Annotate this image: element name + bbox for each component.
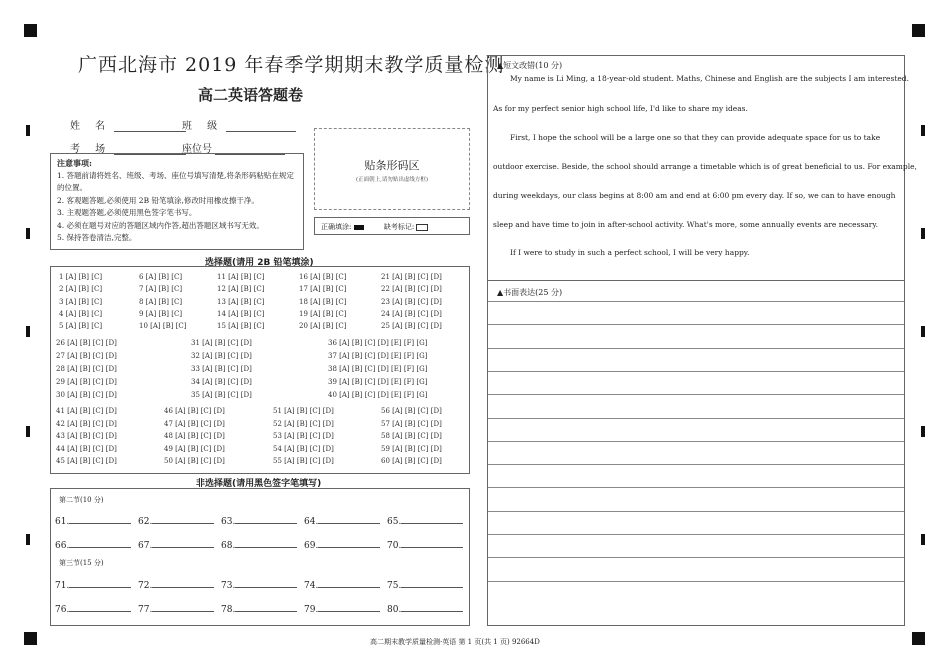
choice-answer-grid [50, 266, 470, 474]
class-row [182, 117, 296, 132]
blank-67[interactable] [138, 539, 214, 551]
question-10-options[interactable]: 10 [A] [B] [C] [139, 322, 187, 331]
blank-71[interactable] [55, 579, 131, 591]
question-39-options[interactable]: 39 [A] [B] [C] [D] [E] [F] [G] [328, 378, 428, 386]
blank-number: 73. [221, 581, 236, 591]
question-5-options[interactable]: 5 [A] [B] [C] [59, 322, 103, 331]
correction-line: sleep and have time to join in after-school activity. What's more, some annually events are necessary. [493, 220, 878, 229]
blank-number: 72. [138, 581, 153, 591]
exam-title: 广西北海市 2019 年春季学期期末教学质量检测 [78, 54, 505, 76]
timing-mark [921, 228, 925, 239]
filled-bubble-icon [354, 225, 364, 230]
timing-mark [921, 326, 925, 337]
fill-example [314, 217, 470, 235]
blank-80[interactable] [387, 603, 463, 615]
blank-line[interactable] [235, 603, 297, 612]
question-37-options[interactable]: 37 [A] [B] [C] [D] [E] [F] [G] [328, 352, 428, 360]
correct-fill-label: 正确填涂: [321, 223, 352, 231]
question-12-options[interactable]: 12 [A] [B] [C] [217, 285, 265, 294]
blank-line[interactable] [318, 603, 380, 612]
question-13-options[interactable]: 13 [A] [B] [C] [217, 297, 265, 306]
timing-mark [26, 228, 30, 239]
blank-number: 68. [221, 541, 236, 551]
notice-item: 1. 答题前请将姓名、班级、考场、座位号填写清楚,将条形码粘贴在规定的位置。 [57, 170, 294, 192]
blank-number: 70. [387, 541, 402, 551]
class-field[interactable] [226, 121, 296, 132]
question-24-options[interactable]: 24 [A] [B] [C] [D] [381, 309, 442, 318]
writing-line[interactable] [488, 348, 904, 349]
blank-number: 71. [55, 581, 70, 591]
blank-64[interactable] [304, 515, 380, 527]
question-11-options[interactable]: 11 [A] [B] [C] [217, 273, 265, 281]
timing-mark [921, 426, 925, 437]
question-50-options[interactable]: 50 [A] [B] [C] [D] [164, 457, 225, 466]
question-1-options[interactable]: 1 [A] [B] [C] [59, 273, 103, 281]
blank-number: 74. [304, 581, 319, 591]
blank-66[interactable] [55, 539, 131, 551]
blank-68[interactable] [221, 539, 297, 551]
question-28-options[interactable]: 28 [A] [B] [C] [D] [56, 365, 117, 373]
question-33-options[interactable]: 33 [A] [B] [C] [D] [191, 365, 252, 373]
writing-line[interactable] [488, 394, 904, 395]
blank-line[interactable] [318, 539, 380, 548]
timing-mark [26, 326, 30, 337]
question-44-options[interactable]: 44 [A] [B] [C] [D] [56, 444, 117, 453]
blank-69[interactable] [304, 539, 380, 551]
blank-line[interactable] [318, 515, 380, 524]
question-9-options[interactable]: 9 [A] [B] [C] [139, 309, 183, 318]
writing-line[interactable] [488, 557, 904, 558]
blank-line[interactable] [152, 603, 214, 612]
blank-number: 67. [138, 541, 153, 551]
writing-line[interactable] [488, 441, 904, 442]
correction-line: during weekdays, our class begins at 8:00 am and end at 6:00 pm every day. If so, we can to have enough [493, 191, 896, 200]
notice-item: 4. 必须在题号对应的答题区域内作答,超出答题区域书写无效。 [57, 220, 264, 230]
notice-item: 5. 保持答卷清洁,完整。 [57, 233, 137, 242]
question-26-options[interactable]: 26 [A] [B] [C] [D] [56, 339, 117, 347]
question-22-options[interactable]: 22 [A] [B] [C] [D] [381, 285, 442, 294]
blank-73[interactable] [221, 579, 297, 591]
blank-72[interactable] [138, 579, 214, 591]
question-16-options[interactable]: 16 [A] [B] [C] [299, 273, 347, 281]
question-42-options[interactable]: 42 [A] [B] [C] [D] [56, 419, 117, 428]
blank-line[interactable] [152, 579, 214, 588]
blank-line[interactable] [401, 579, 463, 588]
corner-mark-top-right [912, 24, 925, 37]
blank-62[interactable] [138, 515, 214, 527]
question-49-options[interactable]: 49 [A] [B] [C] [D] [164, 444, 225, 453]
blank-number: 62. [138, 517, 153, 527]
choice-section-title: 选择题(请用 2B 铅笔填涂) [205, 258, 314, 268]
question-30-options[interactable]: 30 [A] [B] [C] [D] [56, 391, 117, 399]
notice-box [50, 153, 304, 250]
blank-number: 76. [55, 605, 70, 615]
writing-line[interactable] [488, 418, 904, 419]
question-23-options[interactable]: 23 [A] [B] [C] [D] [381, 297, 442, 306]
blank-70[interactable] [387, 539, 463, 551]
barcode-title: 贴条形码区 [364, 159, 420, 172]
question-27-options[interactable]: 27 [A] [B] [C] [D] [56, 352, 117, 360]
blank-line[interactable] [401, 539, 463, 548]
question-35-options[interactable]: 35 [A] [B] [C] [D] [191, 391, 252, 399]
blank-number: 79. [304, 605, 319, 615]
blank-line[interactable] [152, 515, 214, 524]
error-correction-section [488, 56, 917, 281]
part3-label: 第三节(15 分) [59, 559, 104, 567]
corner-mark-bottom-left [24, 632, 37, 645]
correction-line: My name is Li Ming, a 18-year-old student. Maths, Chinese and English are the subjects I am interested. [510, 74, 909, 83]
name-label: 姓 名 [70, 121, 112, 132]
room-label: 考 场 [70, 144, 112, 155]
question-19-options[interactable]: 19 [A] [B] [C] [299, 309, 347, 318]
question-18-options[interactable]: 18 [A] [B] [C] [299, 297, 347, 306]
notice-title: 注意事项: [57, 158, 92, 168]
blank-number: 66. [55, 541, 70, 551]
question-43-options[interactable]: 43 [A] [B] [C] [D] [56, 432, 117, 441]
blank-line[interactable] [69, 579, 131, 588]
question-14-options[interactable]: 14 [A] [B] [C] [217, 309, 265, 318]
blank-79[interactable] [304, 603, 380, 615]
question-2-options[interactable]: 2 [A] [B] [C] [59, 285, 103, 294]
question-15-options[interactable]: 15 [A] [B] [C] [217, 322, 265, 331]
question-60-options[interactable]: 60 [A] [B] [C] [D] [381, 457, 442, 466]
writing-line[interactable] [488, 534, 904, 535]
correction-line: If I were to study in such a perfect school, I will be very happy. [510, 248, 750, 257]
blank-75[interactable] [387, 579, 463, 591]
question-48-options[interactable]: 48 [A] [B] [C] [D] [164, 432, 225, 441]
blank-line[interactable] [401, 603, 463, 612]
blank-number: 63. [221, 517, 236, 527]
name-field[interactable] [114, 121, 186, 132]
question-47-options[interactable]: 47 [A] [B] [C] [D] [164, 419, 225, 428]
notice-item: 2. 客观题答题,必须使用 2B 铅笔填涂,修改时用橡皮擦干净。 [57, 195, 259, 205]
blank-line[interactable] [318, 579, 380, 588]
question-21-options[interactable]: 21 [A] [B] [C] [D] [381, 273, 442, 281]
absent-mark-label: 缺考标记: [383, 223, 415, 231]
question-45-options[interactable]: 45 [A] [B] [C] [D] [56, 457, 117, 466]
correction-line: As for my perfect senior high school life, I'd like to share my ideas. [493, 104, 748, 113]
question-4-options[interactable]: 4 [A] [B] [C] [59, 309, 103, 318]
blank-77[interactable] [138, 603, 214, 615]
class-label: 班 级 [182, 121, 224, 132]
question-56-options[interactable]: 56 [A] [B] [C] [D] [381, 407, 442, 415]
blank-number: 77. [138, 605, 153, 615]
correction-line: First, I hope the school will be a large one so that they can provide adequate space for us to take [510, 133, 881, 142]
question-6-options[interactable]: 6 [A] [B] [C] [139, 273, 183, 281]
writing-line[interactable] [488, 371, 904, 372]
question-17-options[interactable]: 17 [A] [B] [C] [299, 285, 347, 294]
writing-line[interactable] [488, 301, 904, 302]
nonchoice-section-title: 非选择题(请用黑色签字笔填写) [196, 479, 322, 489]
question-40-options[interactable]: 40 [A] [B] [C] [D] [E] [F] [G] [328, 391, 428, 399]
subjective-answer-panel [487, 55, 917, 626]
blank-line[interactable] [401, 515, 463, 524]
writing-line[interactable] [488, 581, 904, 582]
blank-number: 80. [387, 605, 402, 615]
name-row [70, 117, 186, 132]
question-36-options[interactable]: 36 [A] [B] [C] [D] [E] [F] [G] [328, 339, 428, 347]
question-32-options[interactable]: 32 [A] [B] [C] [D] [191, 352, 252, 360]
question-20-options[interactable]: 20 [A] [B] [C] [299, 322, 347, 331]
timing-mark [921, 534, 925, 545]
question-41-options[interactable]: 41 [A] [B] [C] [D] [56, 407, 117, 415]
blank-line[interactable] [152, 539, 214, 548]
question-8-options[interactable]: 8 [A] [B] [C] [139, 297, 183, 306]
corner-mark-bottom-right [912, 632, 925, 645]
barcode-note: (正面朝上,请勿贴出虚线方框) [355, 177, 429, 183]
question-3-options[interactable]: 3 [A] [B] [C] [59, 297, 103, 306]
question-55-options[interactable]: 55 [A] [B] [C] [D] [273, 457, 334, 466]
question-54-options[interactable]: 54 [A] [B] [C] [D] [273, 444, 334, 453]
blank-number: 65. [387, 517, 402, 527]
question-52-options[interactable]: 52 [A] [B] [C] [D] [273, 419, 334, 428]
blank-78[interactable] [221, 603, 297, 615]
part2-label: 第二节(10 分) [59, 496, 104, 504]
blank-line[interactable] [69, 515, 131, 524]
question-58-options[interactable]: 58 [A] [B] [C] [D] [381, 432, 442, 441]
blank-line[interactable] [69, 539, 131, 548]
blank-76[interactable] [55, 603, 131, 615]
correction-line: outdoor exercise. Beside, the school should arrange a timetable which is of great beneficial to us. For example, [493, 162, 917, 171]
seat-label: 座位号 [182, 144, 212, 155]
question-38-options[interactable]: 38 [A] [B] [C] [D] [E] [F] [G] [328, 365, 428, 373]
blank-74[interactable] [304, 579, 380, 591]
timing-mark [26, 426, 30, 437]
blank-line[interactable] [235, 579, 297, 588]
blank-61[interactable] [55, 515, 131, 527]
question-31-options[interactable]: 31 [A] [B] [C] [D] [191, 339, 252, 347]
correction-title: ▲短文改错(10 分) [497, 61, 563, 70]
corner-mark-top-left [24, 24, 37, 37]
blank-line[interactable] [69, 603, 131, 612]
writing-line[interactable] [488, 324, 904, 325]
question-46-options[interactable]: 46 [A] [B] [C] [D] [164, 407, 225, 415]
question-34-options[interactable]: 34 [A] [B] [C] [D] [191, 378, 252, 386]
barcode-area [314, 128, 470, 210]
absent-mark-bubble[interactable] [416, 224, 428, 231]
timing-mark [26, 534, 30, 545]
blank-63[interactable] [221, 515, 297, 527]
writing-title: ▲书面表达(25 分) [497, 288, 563, 297]
question-29-options[interactable]: 29 [A] [B] [C] [D] [56, 378, 117, 386]
question-51-options[interactable]: 51 [A] [B] [C] [D] [273, 407, 334, 415]
notice-item: 3. 主观题答题,必须使用黑色签字笔书写。 [57, 208, 197, 217]
timing-mark [26, 125, 30, 136]
blank-line[interactable] [235, 539, 297, 548]
fill-blank-area [50, 488, 470, 626]
blank-number: 64. [304, 517, 319, 527]
question-53-options[interactable]: 53 [A] [B] [C] [D] [273, 432, 334, 441]
blank-number: 75. [387, 581, 402, 591]
question-25-options[interactable]: 25 [A] [B] [C] [D] [381, 322, 442, 331]
blank-line[interactable] [235, 515, 297, 524]
timing-mark [921, 125, 925, 136]
writing-line[interactable] [488, 464, 904, 465]
exam-subtitle: 高二英语答题卷 [198, 86, 304, 104]
question-57-options[interactable]: 57 [A] [B] [C] [D] [381, 419, 442, 428]
page-footer: 高二期末教学质量检测·英语 第 1 页(共 1 页) 92664D [370, 638, 540, 646]
blank-number: 69. [304, 541, 319, 551]
blank-65[interactable] [387, 515, 463, 527]
question-7-options[interactable]: 7 [A] [B] [C] [139, 285, 183, 294]
question-59-options[interactable]: 59 [A] [B] [C] [D] [381, 444, 442, 453]
blank-number: 61. [55, 517, 70, 527]
writing-line[interactable] [488, 511, 904, 512]
writing-line[interactable] [488, 487, 904, 488]
blank-number: 78. [221, 605, 236, 615]
